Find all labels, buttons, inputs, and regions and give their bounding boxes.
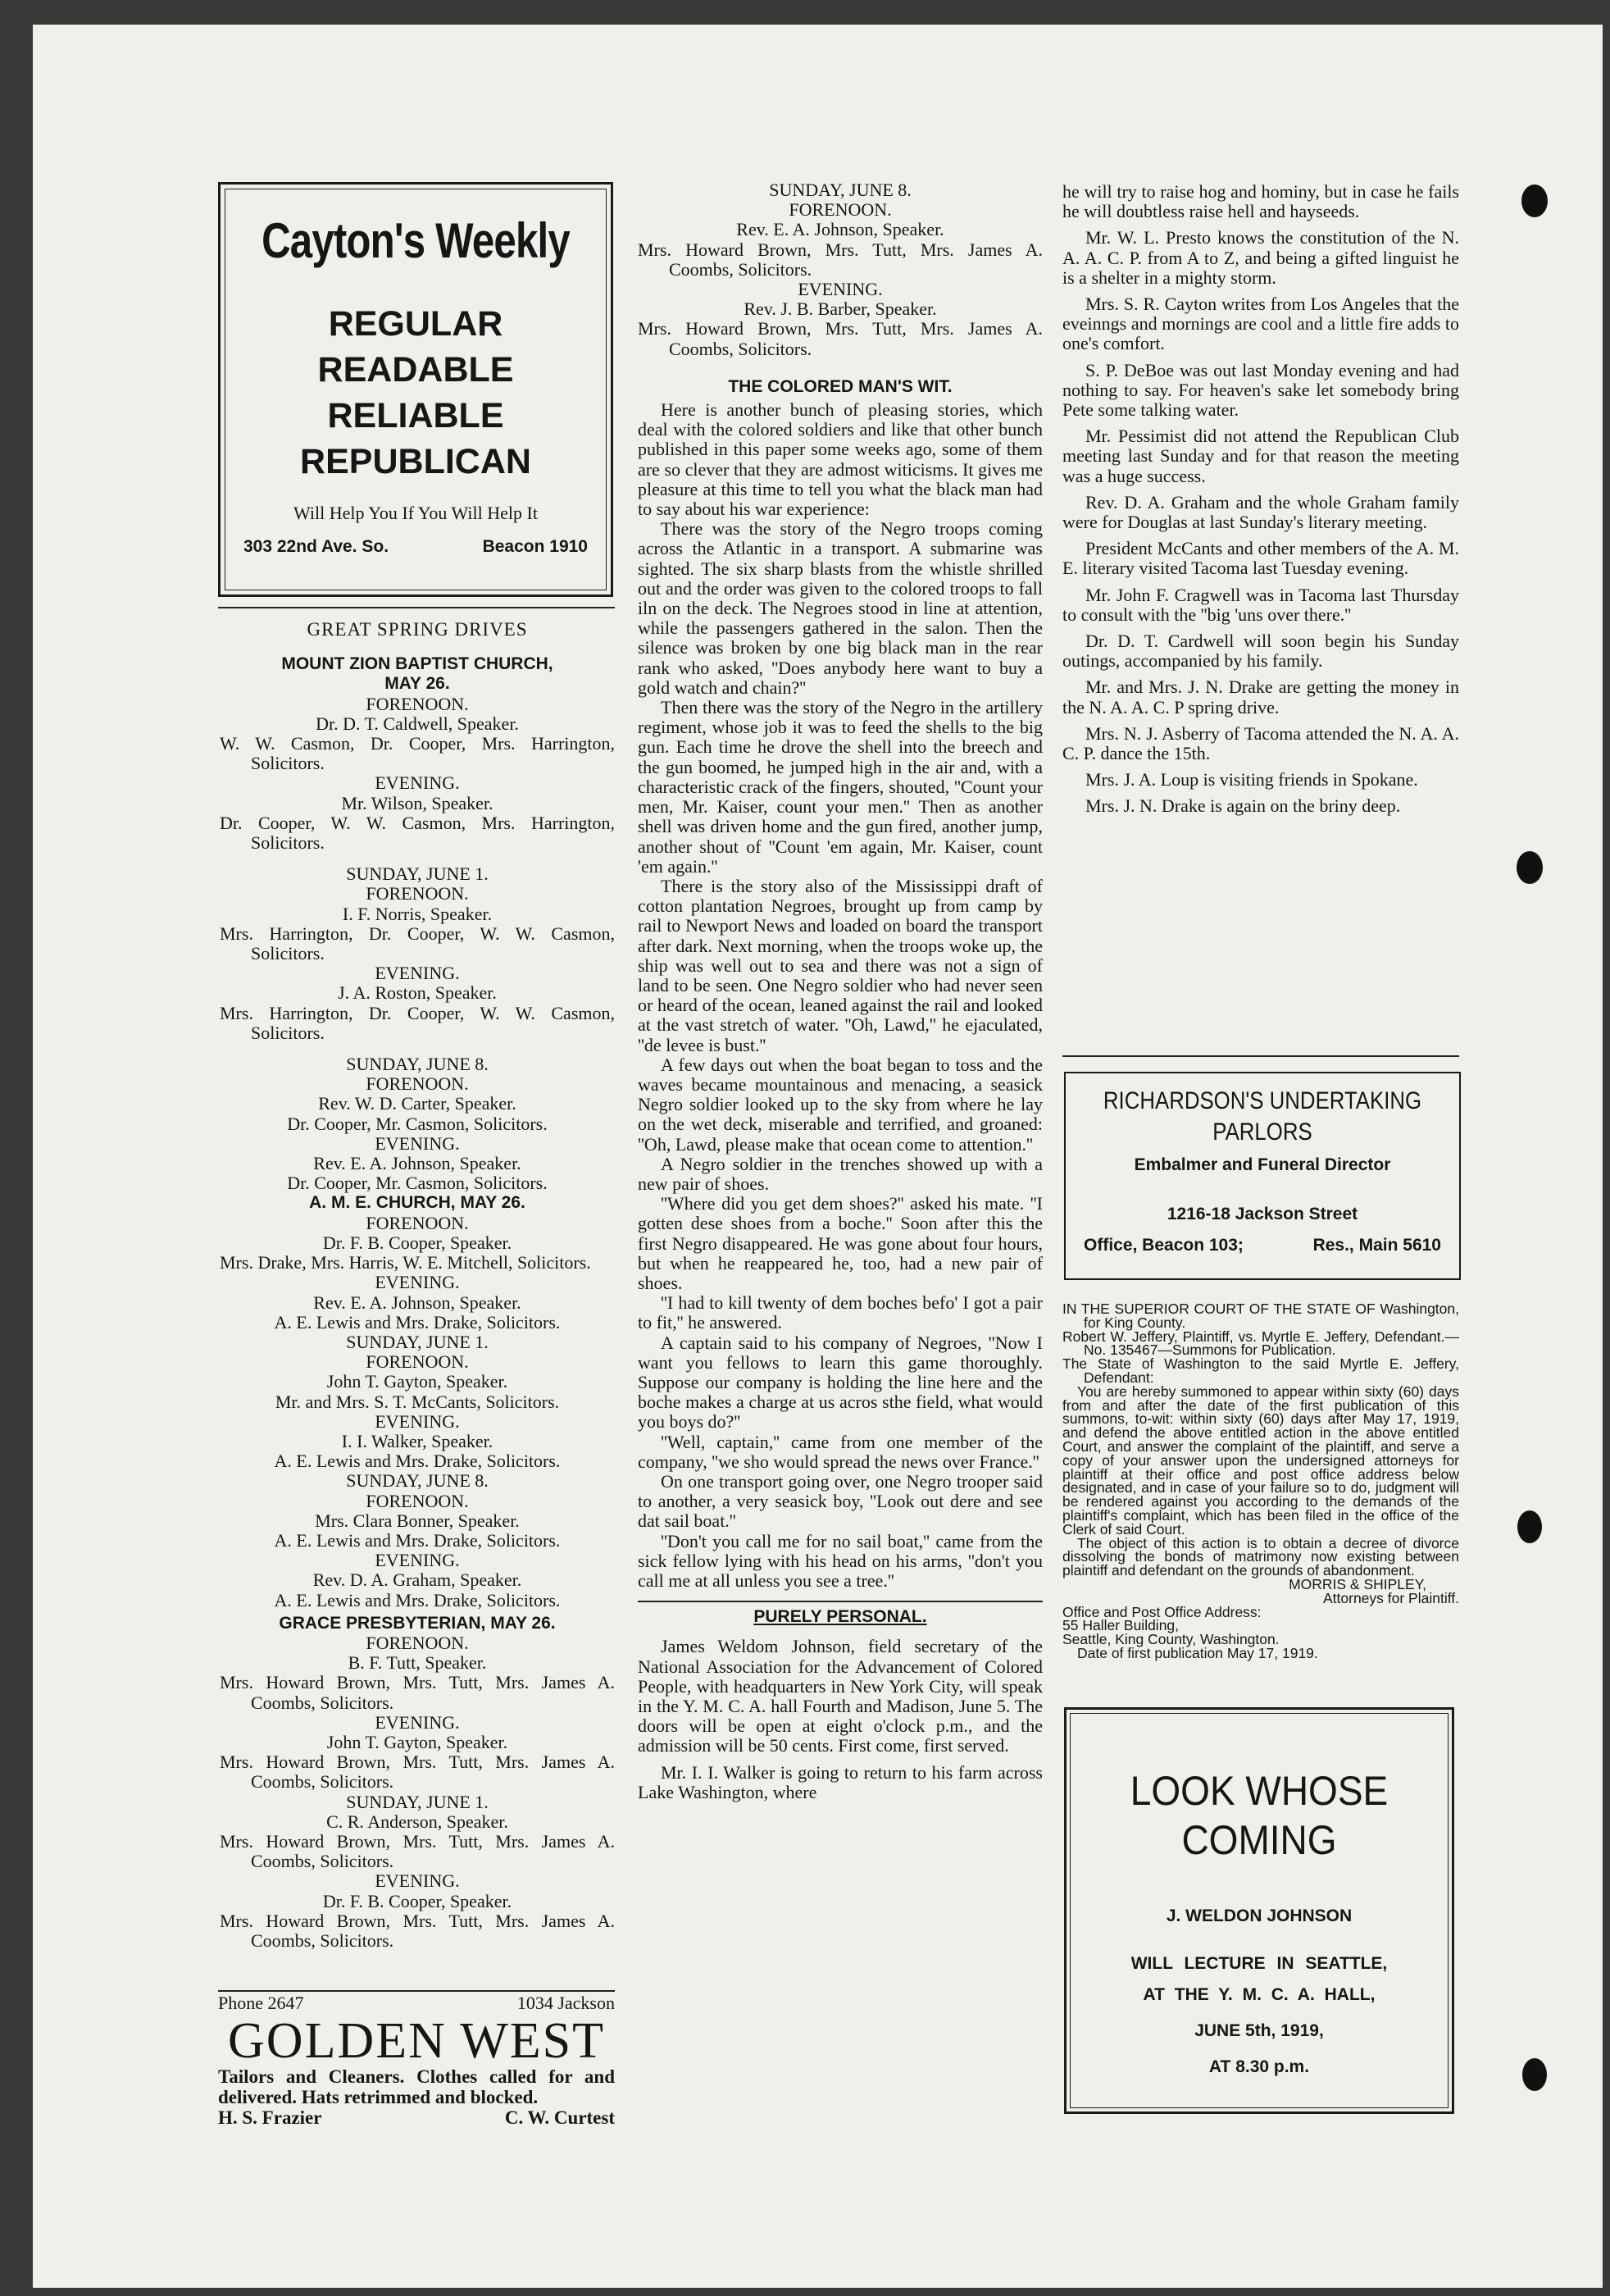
article-paragraph: Mr. I. I. Walker is going to return to his farm across Lake Washington, where: [638, 1761, 1043, 1802]
article-paragraph: ''Where did you get dem shoes?'' asked his mate. ''I gotten dese shoes from a boche.'' Soon after this the first Negro disappeared. He was gone about four hours, but when he reappeared he, too, had a new pair of shoes.: [638, 1193, 1043, 1293]
program-line: Mr. and Mrs. S. T. McCants, Solicitors.: [275, 1391, 560, 1412]
ad-line: RICHARDSON'S UNDERTAKING: [1103, 1087, 1422, 1114]
personal-item: he will try to raise hog and hominy, but in case he fails he will doubtless raise hell and hayseeds.: [1062, 181, 1459, 222]
legal-paragraph: You are hereby summoned to appear within sixty (60) days from and after the date of the first publication of this summons, to-wit: within sixty (60) days after May 17, 1919, and defend the above entitled action in the above entitled Court, and answer the complaint of the plaintiff, and serve a copy of your answer upon the undersigned attorneys for plaintiff at their office and post office address below designated, and in case of your failure so to do, judgment will be rendered against you according to the demands of the plaintiff's complaint, which has been filed in the office of the Clerk of said Court.: [1062, 1383, 1459, 1538]
program-line: Mrs. Clara Bonner, Speaker.: [315, 1510, 520, 1531]
program-line: A. E. Lewis and Mrs. Drake, Solicitors.: [274, 1311, 561, 1332]
program-line: Rev. J. B. Barber, Speaker.: [744, 298, 937, 320]
program-line: FORENOON.: [366, 883, 469, 904]
legal-signature: MORRIS & SHIPLEY,: [1289, 1575, 1426, 1592]
program-line: EVENING.: [798, 279, 883, 300]
article-paragraph: ''Well, captain,'' came from one member of the company, ''we sho would spread the news over France.'': [638, 1431, 1043, 1472]
richardson-undertaking-ad: [1064, 1072, 1461, 1280]
program-line: Rev. E. A. Johnson, Speaker.: [313, 1292, 521, 1313]
program-line: Dr. F. B. Cooper, Speaker.: [322, 1890, 512, 1911]
personal-item: President McCants and other members of the A. M. E. literary visited Tacoma last Tuesday evening.: [1062, 538, 1459, 579]
program-line: EVENING.: [375, 1870, 460, 1892]
legal-signature: Attorneys for Plaintiff.: [1322, 1589, 1459, 1606]
wit-column: [638, 180, 1043, 1802]
program-line: FORENOON.: [366, 693, 469, 714]
legal-summons: [1062, 1302, 1459, 1660]
solicitors-line: Mrs. Howard Brown, Mrs. Tutt, Mrs. James A. Coombs, Solicitors.: [220, 1830, 615, 1872]
program-line: Dr. Cooper, Mr. Casmon, Solicitors.: [287, 1113, 548, 1134]
personal-item: Mrs. J. N. Drake is again on the briny deep.: [1085, 795, 1401, 817]
personal-item: Mrs. N. J. Asberry of Tacoma attended the N. A. A. C. P. dance the 15th.: [1062, 722, 1459, 764]
program-line: FORENOON.: [366, 1490, 469, 1511]
ad-line: Embalmer and Funeral Director: [1134, 1155, 1391, 1174]
article-paragraph: A captain said to his company of Negroes, ''Now I want you fellows to learn this game thoroughly. Suppose our company is holding the line here and the boche makes a charge at us acros sthe field, what would you boys do?'': [638, 1332, 1043, 1433]
personal-item: Dr. D. T. Cardwell will soon begin his Sunday outings, accompanied by his family.: [1062, 631, 1459, 672]
personal-item: Mrs. S. R. Cayton writes from Los Angeles that the eveinngs and mornings are cool and a little fire adds to one's comfort.: [1062, 294, 1459, 354]
program-line: J. A. Roston, Speaker.: [338, 982, 497, 1004]
program-line: I. I. Walker, Speaker.: [341, 1430, 493, 1451]
program-line: EVENING.: [375, 1132, 460, 1154]
golden-west-text: Tailors and Cleaners. Clothes called for and delivered. Hats retrimmed and blocked.: [218, 2066, 615, 2107]
legal-paragraph: Robert W. Jeffery, Plaintiff, vs. Myrtle E. Jeffery, Defendant.—No. 135467—Summons for Publication.: [1062, 1328, 1459, 1359]
personal-heading: PURELY PERSONAL.: [753, 1607, 927, 1627]
legal-paragraph: The object of this action is to obtain a decree of divorce dissolving the bonds of matrimony now existing between plaintiff and defendant on the grounds of abandonment.: [1062, 1534, 1459, 1579]
program-line: A. E. Lewis and Mrs. Drake, Solicitors.: [274, 1589, 561, 1610]
article-paragraph: Here is another bunch of pleasing stories, which deal with the colored soldiers and like that other bunch published in this paper some weeks ago, some of them are so clever that they are admost witicisms. It gives me pleasure at this time to tell you what the black man had to say about his war experience:: [638, 399, 1043, 520]
wit-heading: THE COLORED MAN'S WIT.: [728, 376, 953, 396]
program-line: FORENOON.: [789, 199, 892, 221]
personal-item: Mrs. J. A. Loup is visiting friends in Spokane.: [1085, 769, 1418, 790]
ad-phone: Res., Main 5610: [1312, 1236, 1441, 1255]
personal-item: Rev. D. A. Graham and the whole Graham family were for Douglas at last Sunday's literary meeting.: [1062, 491, 1459, 533]
article-paragraph: ''I had to kill twenty of dem boches befo' I got a pair to fit,'' he answered.: [638, 1292, 1043, 1333]
ad-phone: Office, Beacon 103;: [1084, 1236, 1244, 1255]
golden-west-name: GOLDEN WEST: [228, 2013, 605, 2069]
program-line: B. F. Tutt, Speaker.: [348, 1652, 487, 1674]
ad-word-readable: READABLE: [317, 350, 514, 390]
ad-phone: Beacon 1910: [482, 537, 588, 556]
personal-column: [1062, 182, 1459, 817]
personal-item: Mr. and Mrs. J. N. Drake are getting the money in the N. A. A. C. P spring drive.: [1062, 676, 1459, 718]
ad-date: JUNE 5th, 1919,: [1194, 2021, 1324, 2040]
article-paragraph: There was the story of the Negro troops coming across the Atlantic in a transport. A submarine was sighted. The six sharp blasts from the whistle shrilled out and the order was given to the colored troops to fall iln on the deck. The Negroes stood in line at attention, while the passengers gathered in the salon. Then the silence was broken by one big black man in the rear rank who asked, ''Does anybody here want to buy a gold watch and chain?'': [638, 518, 1043, 698]
solicitors-line: Mrs. Howard Brown, Mrs. Tutt, Mrs. James A. Coombs, Solicitors.: [638, 239, 1043, 280]
solicitors-line: W. W. Casmon, Dr. Cooper, Mrs. Harrington, Solicitors.: [220, 733, 615, 774]
golden-west-owner: H. S. Frazier: [218, 2107, 322, 2128]
personal-item: Mr. Pessimist did not attend the Republican Club meeting last Sunday and for that reason the meeting was a huge success.: [1062, 426, 1459, 486]
ad-headline: COMING: [1181, 1817, 1337, 1863]
solicitors-line: Mrs. Drake, Mrs. Harris, W. E. Mitchell, Solicitors.: [220, 1252, 591, 1273]
program-line: FORENOON.: [366, 1632, 469, 1653]
golden-west-ad: [218, 1993, 615, 2128]
program-line: John T. Gayton, Speaker.: [326, 1731, 508, 1752]
program-line: EVENING.: [375, 1711, 460, 1733]
program-line: SUNDAY, JUNE 1.: [346, 1331, 489, 1352]
legal-paragraph: The State of Washington to the said Myrtle E. Jeffery, Defendant:: [1062, 1355, 1459, 1386]
solicitors-line: Mrs. Harrington, Dr. Cooper, W. W. Casmon, Solicitors.: [220, 1002, 615, 1043]
program-line: EVENING.: [375, 963, 460, 984]
program-line: Mr. Wilson, Speaker.: [341, 792, 493, 813]
program-line: Dr. Cooper, Mr. Casmon, Solicitors.: [287, 1173, 548, 1194]
solicitors-line: Mrs. Harrington, Dr. Cooper, W. W. Casmon, Solicitors.: [220, 922, 615, 964]
legal-paragraph: IN THE SUPERIOR COURT OF THE STATE OF Washington, for King County.: [1062, 1301, 1459, 1331]
ad-headline: LOOK WHOSE: [1130, 1768, 1389, 1814]
program-line: FORENOON.: [366, 1073, 469, 1095]
program-line: A. E. Lewis and Mrs. Drake, Solicitors.: [274, 1529, 561, 1551]
program-line: John T. Gayton, Speaker.: [326, 1371, 508, 1392]
ad-address: 1216-18 Jackson Street: [1167, 1205, 1358, 1223]
article-paragraph: On one transport going over, one Negro trooper said to another, a very seasick boy, ''Look out dere and see dat sail boat.'': [638, 1471, 1043, 1532]
article-paragraph: There is the story also of the Mississippi draft of cotton plantation Negroes, brought up from camp by rail to Newport News and loaded on board the transport after dark. Next morning, when the troops woke up, the ship was well out to sea and there was not a sign of land to be seen. One Negro soldier who had never seen or heard of the ocean, leaned against the rail and looked at the vast stretch of water. ''Oh, Lawd,'' he ejaculated, ''de levee is bust.'': [638, 875, 1043, 1055]
caytons-weekly-ad: [218, 182, 613, 597]
ad-line: PARLORS: [1212, 1118, 1312, 1146]
program-line: I. F. Norris, Speaker.: [342, 903, 493, 924]
column-rule: [218, 1990, 615, 1992]
golden-west-phone: Phone 2647: [218, 1993, 304, 2013]
personal-item: S. P. DeBoe was out last Monday evening and had nothing to say. For heaven's sake let somebody bring Pete some talking water.: [1062, 359, 1459, 421]
church-date: MAY 26.: [384, 674, 450, 694]
ad-line: WILL LECTURE IN SEATTLE,: [1130, 1954, 1388, 1973]
article-paragraph: A few days out when the boat began to toss and the waves became mountainous and menacing, a seasick Negro soldier looked up to the sky from where he lay on the wet deck, miserable and terrified, and groaned: ''Oh, Lawd, please make that ocean come to attention.'': [638, 1054, 1043, 1155]
program-line: EVENING.: [375, 1550, 460, 1571]
program-line: FORENOON.: [366, 1212, 469, 1233]
ad-speaker: J. WELDON JOHNSON: [1166, 1906, 1353, 1925]
program-line: Rev. W. D. Carter, Speaker.: [318, 1093, 516, 1114]
legal-address: Seattle, King County, Washington.: [1062, 1631, 1280, 1648]
solicitors-line: Dr. Cooper, W. W. Casmon, Mrs. Harrington, Solicitors.: [220, 812, 615, 854]
program-line: FORENOON.: [366, 1351, 469, 1373]
article-paragraph: James Weldom Johnson, field secretary of the National Association for the Advancement of Colored People, with headquarters in New York City, will speak in the Y. M. C. A. hall Fourth and Madison, June 5. The doors will be open at eight o'clock p.m., and the admission will be 50 cents. First come, first served.: [638, 1636, 1043, 1756]
church-title: MOUNT ZION BAPTIST CHURCH,: [281, 654, 553, 674]
solicitors-line: Mrs. Howard Brown, Mrs. Tutt, Mrs. James A. Coombs, Solicitors.: [220, 1910, 615, 1951]
ad-time: AT 8.30 p.m.: [1208, 2057, 1310, 2076]
golden-west-address: 1034 Jackson: [516, 1993, 615, 2013]
ad-title: Cayton's Weekly: [262, 213, 570, 268]
church-title: GRACE PRESBYTERIAN, MAY 26.: [279, 1613, 556, 1633]
program-line: SUNDAY, JUNE 8.: [346, 1054, 489, 1075]
golden-west-owner: C. W. Curtest: [504, 2107, 615, 2128]
church-title: A. M. E. CHURCH, MAY 26.: [309, 1193, 525, 1213]
personal-item: Mr. W. L. Presto knows the constitution of the N. A. A. C. P. from A to Z, and being a gifted linguist he is a shelter in a mighty storm.: [1062, 227, 1459, 288]
program-line: Rev. E. A. Johnson, Speaker.: [736, 219, 944, 240]
program-line: Dr. D. T. Caldwell, Speaker.: [316, 713, 519, 734]
program-line: SUNDAY, JUNE 8.: [346, 1470, 489, 1492]
program-line: EVENING.: [375, 772, 460, 794]
program-line: Dr. F. B. Cooper, Speaker.: [322, 1232, 512, 1253]
program-line: A. E. Lewis and Mrs. Drake, Solicitors.: [274, 1451, 561, 1472]
solicitors-line: Mrs. Howard Brown, Mrs. Tutt, Mrs. James A. Coombs, Solicitors.: [220, 1672, 615, 1713]
program-line: C. R. Anderson, Speaker.: [326, 1811, 508, 1832]
program-line: Rev. D. A. Graham, Speaker.: [312, 1569, 522, 1591]
ad-tagline: Will Help You If You Will Help It: [293, 503, 538, 523]
spring-drives-column: [220, 617, 615, 1951]
program-line: EVENING.: [375, 1410, 460, 1432]
article-paragraph: Then there was the story of the Negro in the artillery regiment, whose job it was to feed the shells to the big gun. Each time he drove the shell into the breech and the gun boomed, he jumped high in the air and, with a characteristic crack of the fingers, shouted, ''Count your men, Mr. Kaiser, count your men.'' Then as another shell was driven home and the gun fired, another jump, another shout of ''Count 'em again, Mr. Kaiser, count 'em again.'': [638, 697, 1043, 877]
ad-word-reliable: RELIABLE: [327, 396, 504, 435]
personal-item: Mr. John F. Cragwell was in Tacoma last Thursday to consult with the ''big 'uns over there.'': [1062, 584, 1459, 625]
ad-line: AT THE Y. M. C. A. HALL,: [1143, 1985, 1376, 2004]
lecture-ad: [1064, 1707, 1454, 2114]
legal-address: Office and Post Office Address:: [1062, 1603, 1262, 1620]
column-rule: [218, 607, 615, 608]
column-rule: [1062, 1055, 1459, 1057]
legal-date: Date of first publication May 17, 1919.: [1077, 1644, 1318, 1661]
solicitors-line: Mrs. Howard Brown, Mrs. Tutt, Mrs. James A. Coombs, Solicitors.: [638, 318, 1043, 359]
article-paragraph: A Negro soldier in the trenches showed up with a new pair of shoes.: [638, 1153, 1043, 1194]
program-line: Rev. E. A. Johnson, Speaker.: [313, 1153, 521, 1174]
drives-heading: GREAT SPRING DRIVES: [307, 619, 528, 640]
ad-word-regular: REGULAR: [328, 304, 503, 344]
article-paragraph: ''Don't you call me for no sail boat,'' came from the sick fellow lying with his head on his arms, ''don't you call me at all unless you see a tree.'': [638, 1530, 1043, 1592]
column-rule: [638, 1601, 1043, 1602]
program-line: SUNDAY, JUNE 8.: [769, 180, 912, 200]
program-line: SUNDAY, JUNE 1.: [346, 1791, 489, 1812]
program-line: SUNDAY, JUNE 1.: [346, 863, 489, 885]
solicitors-line: Mrs. Howard Brown, Mrs. Tutt, Mrs. James A. Coombs, Solicitors.: [220, 1752, 615, 1793]
program-line: EVENING.: [375, 1272, 460, 1293]
ad-word-republican: REPUBLICAN: [300, 442, 531, 481]
legal-address: 55 Haller Building,: [1062, 1617, 1180, 1634]
ad-address: 303 22nd Ave. So.: [243, 537, 389, 556]
